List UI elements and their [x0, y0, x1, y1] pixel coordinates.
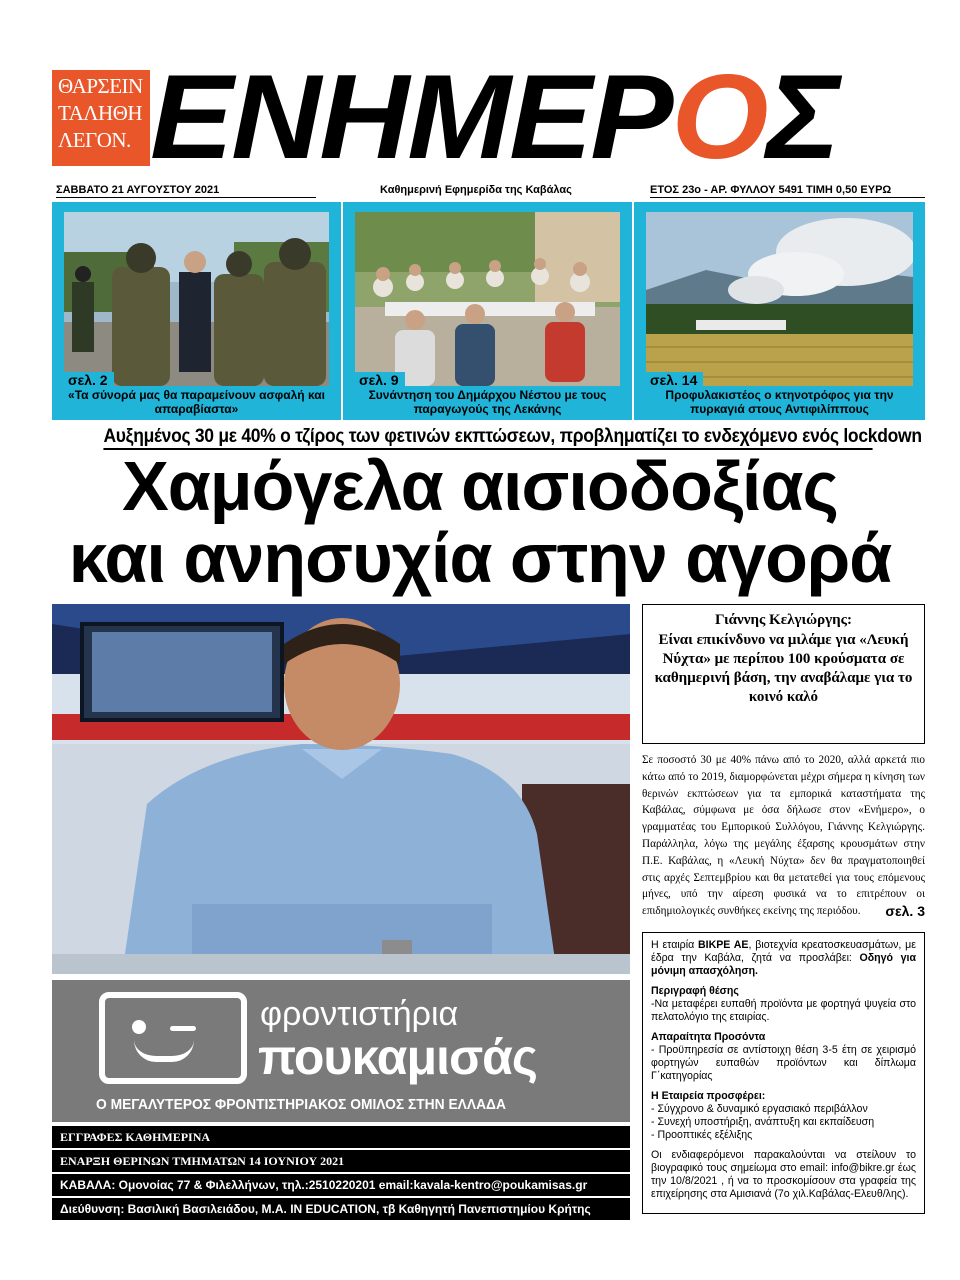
job-role: Οδηγό για μόνιμη απασχόληση. [651, 952, 916, 977]
newspaper-tagline: Καθημερινή Εφημερίδα της Καβάλας [380, 184, 572, 196]
headline-line: Χαμόγελα αισιοδοξίας [122, 447, 838, 525]
job-ad-box [642, 932, 925, 1214]
ad-bar-enrolment: ΕΓΓΡΑΦΕΣ ΚΑΘΗΜΕΡΙΝΑ [52, 1126, 630, 1148]
logo-text: ΕΝΗΜΕΡ [150, 50, 672, 184]
ad-brand-line1: φροντιστήρια [260, 995, 459, 1033]
issue-date: ΣΑΒΒΑΤΟ 21 ΑΥΓΟΥΣΤΟΥ 2021 [56, 182, 316, 198]
headline-line: και ανησυχία στην αγορά [68, 519, 892, 597]
article-text: Σε ποσοστό 30 με 40% πάνω από το 2020, αλλά αρκετά πιο κάτω από το 2019, διαμορφώνεται μέχρι σήμερα η κίνηση των θερινών εκπτώσεων για τα εμπορικά καταστήματα της Καβάλας, σύμφωνα με όσα δήλωσε στον «Ενήμερο», ο γραμματέας του Εμπορικού Συλλόγου, Γιάννης Κελγιώργης. Παράλληλα, λόγω της μεγάλης έξαρσης κρουσμάτων στην Π.Ε. Καβάλας, η «Λευκή Νύχτα» δεν θα πραγματοποιηθεί στις αρχές Σεπτεμβρίου και θα μετατεθεί για τους επόμενους μήνες, υπό την αίρεση φυσικά να το επιτρέπουν οι επιδημιολογικές συνθήκες εκείνης της περιόδου. [642, 754, 925, 918]
job-intro-text: Η εταιρία [651, 939, 698, 951]
issue-info: ΕΤΟΣ 23ο - ΑΡ. ΦΥΛΛΟΥ 5491 ΤΙΜΗ 0,50 ΕΥΡΩ [650, 182, 925, 198]
job-offer-item: - Σύγχρονο & δυναμικό εργασιακό περιβάλλον [651, 1103, 868, 1115]
lead-headline[interactable] [40, 447, 920, 597]
ad-slogan: Ο ΜΕΓΑΛΥΤΕΡΟΣ ΦΡΟΝΤΙΣΤΗΡΙΑΚΟΣ ΟΜΙΛΟΣ ΣΤΗΝ ΕΛΛΑΔΑ [96, 1096, 506, 1113]
ad-brand-line2: πουκαμισάς [258, 1029, 537, 1085]
logo-text-end: Σ [766, 50, 839, 184]
teaser-fire[interactable] [634, 202, 925, 420]
job-closing: Οι ενδιαφερόμενοι παρακαλούνται να στείλουν το βιογραφικό τους σημείωμα στο email: info@bikre.gr έως την 10/8/2021 , ή να το προσκομίσουν στα γραφεία της επιχείρησης στα Αμισιανά (7ο χιλ.Καβάλας-Ελευθ/λης). [651, 1149, 916, 1200]
teaser-caption: «Τα σύνορά μας θα παραμείνουν ασφαλή και απαραβίαστα» [68, 388, 325, 416]
job-heading-description: Περιγραφή θέσης [651, 985, 739, 997]
teaser-page-ref: σελ. 14 [646, 372, 703, 388]
job-heading-offers: Η Εταιρεία προσφέρει: [651, 1090, 766, 1102]
teaser-photo-wildfire [646, 212, 913, 386]
ad-bar-contact: ΚΑΒΑΛΑ: Ομονοίας 77 & Φιλελλήνων, τηλ.:2510220201 email:kavala-kentro@poukamisas.gr [52, 1174, 630, 1196]
job-intro-text: , βιοτεχνία κρεατοσκευασμάτων, με έδρα την Καβάλα, ζητά να προσλάβει: [651, 939, 916, 964]
logo-wink-icon [170, 1026, 196, 1031]
job-description: -Να μεταφέρει ευπαθή προϊόντα με φορτηγά ψυγεία στο πελατολόγιο της εταιρίας. [651, 998, 916, 1023]
ad-frontistiria[interactable] [52, 980, 630, 1122]
tv-logo-icon [99, 992, 247, 1084]
job-company: ΒΙΚΡΕ ΑΕ [698, 939, 749, 951]
motto-line: ΛΕΓΟΝ. [58, 128, 131, 152]
job-requirements: - Προϋπηρεσία σε αντίστοιχη θέση 3-5 έτη σε χειρισμό φορτηγών ευπαθών προϊόντων και δίπλωμα Γ΄κατηγορίας [651, 1044, 916, 1082]
quote-speaker: Γιάννης Κελγιώργης: [714, 612, 852, 628]
motto-line: ΤΑΛΗΘΗ [58, 101, 143, 125]
teaser-page-ref: σελ. 2 [64, 372, 114, 388]
teaser-page-ref: σελ. 9 [355, 372, 405, 388]
motto-line: ΘΑΡΣΕΙΝ [58, 74, 143, 98]
lead-article[interactable] [642, 752, 925, 920]
teaser-border-security[interactable] [52, 202, 343, 420]
job-offer-item: - Συνεχή υποστήριξη, ανάπτυξη και εκπαίδευση [651, 1116, 875, 1128]
lead-kicker: Αυξημένος 30 με 40% ο τζίρος των φετινών εκπτώσεων, προβληματίζει το ενδεχόμενο ενός lockdown [103, 426, 872, 450]
teaser-photo-soldiers [64, 212, 329, 386]
article-page-ref: σελ. 3 [885, 903, 925, 920]
newspaper-logo[interactable] [150, 50, 960, 184]
teaser-photo-meeting [355, 212, 620, 386]
logo-accent-letter: Ο [671, 50, 767, 184]
job-heading-requirements: Απαραίτητα Προσόντα [651, 1031, 766, 1043]
logo-eye-icon [132, 1020, 146, 1034]
teaser-strip [52, 202, 925, 420]
job-intro [651, 939, 916, 978]
ad-bar-director: Διεύθυνση: Βασιλική Βασιλειάδου, M.A. IN EDUCATION, τβ Καθηγητή Πανεπιστημίου Κρήτης [52, 1198, 630, 1220]
teaser-mayor-meeting[interactable] [343, 202, 634, 420]
quote-box [642, 604, 925, 744]
quote-text: Είναι επικίνδυνο να μιλάμε για «Λευκή Νύχτα» με περίπου 100 κρούσματα σε καθημερινή βάση, την αναβάλαμε για το κοινό καλό [654, 632, 913, 705]
teaser-caption: Συνάντηση του Δημάρχου Νέστου με τους παραγωγούς της Λεκάνης [368, 388, 607, 416]
lead-photo-portrait [52, 604, 630, 974]
ad-bar-start-date: ΕΝΑΡΞΗ ΘΕΡΙΝΩΝ ΤΜΗΜΑΤΩΝ 14 ΙΟΥΝΙΟΥ 2021 [52, 1150, 630, 1172]
teaser-caption: Προφυλακιστέος ο κτηνοτρόφος για την πυρκαγιά στους Αντιφιλίππους [665, 388, 894, 416]
job-offer-item: - Προοπτικές εξέλιξης [651, 1129, 753, 1141]
masthead-motto [52, 70, 150, 166]
